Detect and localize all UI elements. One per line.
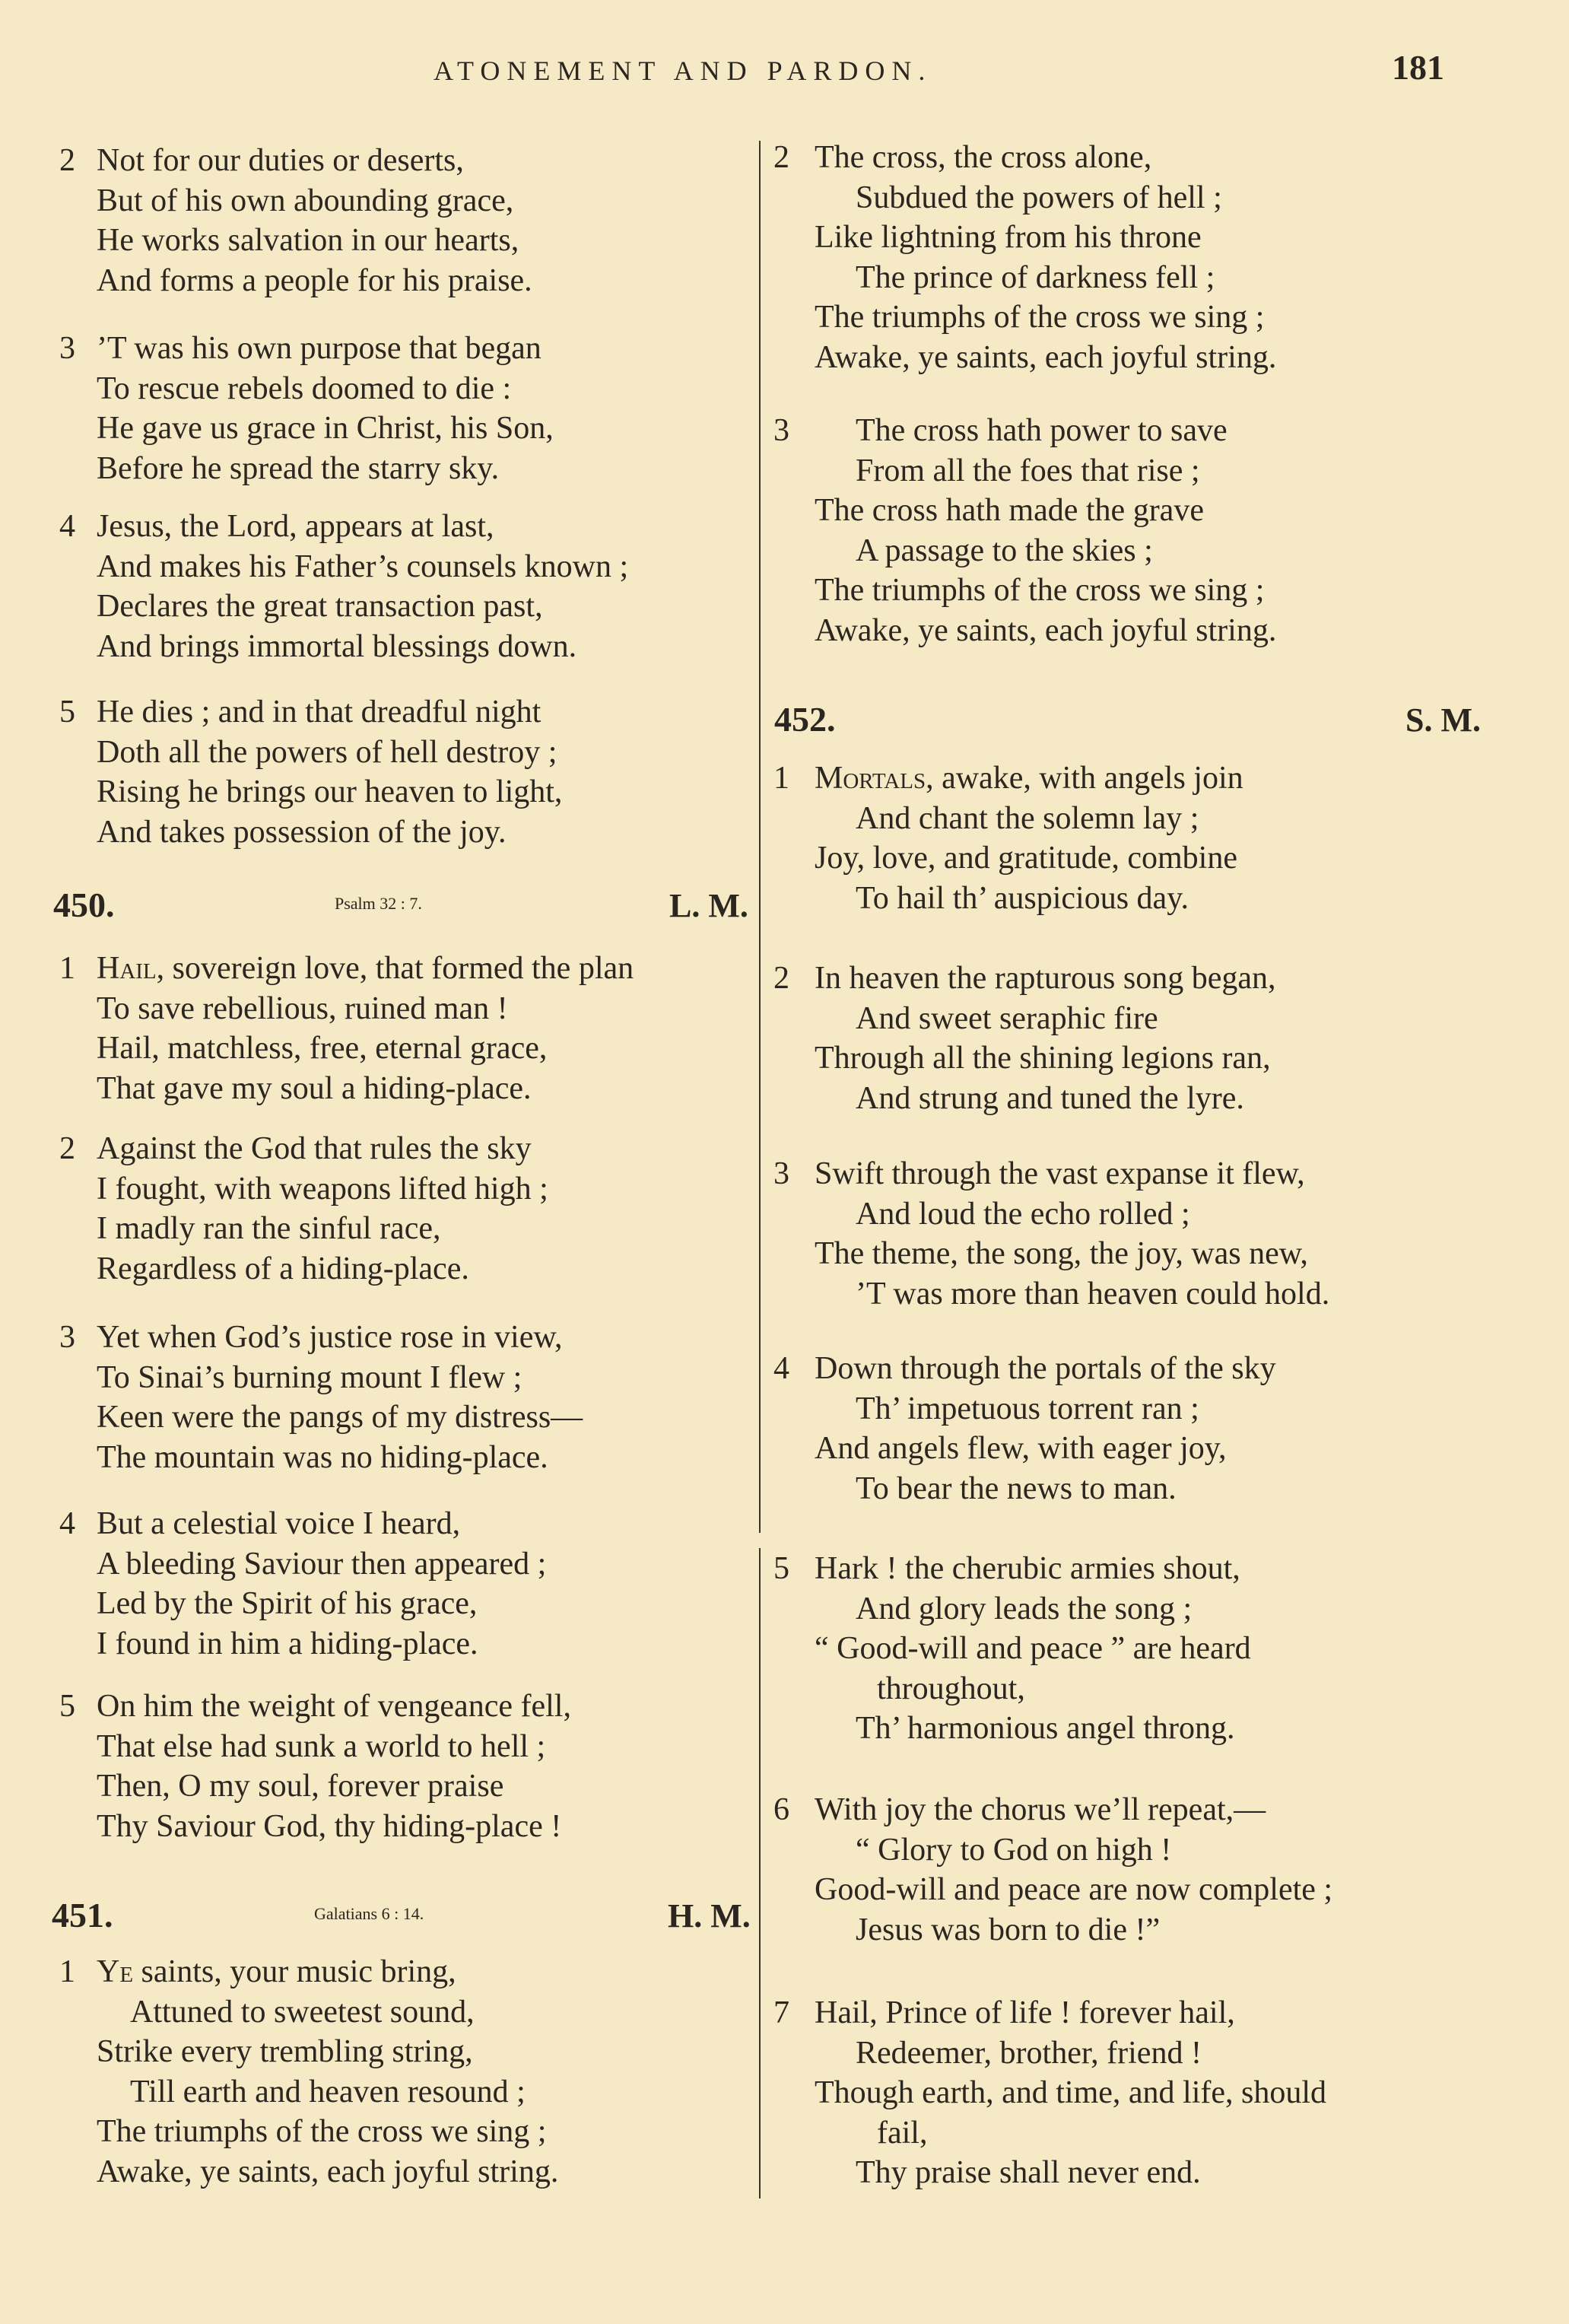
verse-text: Awake, ye saints, each joyful string. — [815, 612, 1277, 648]
verse-line — [59, 1318, 583, 1358]
stanza-number: 5 — [59, 695, 75, 730]
stanza — [773, 1549, 1251, 1749]
verse-text: Regardless of a hiding-place. — [97, 1251, 469, 1286]
verse-line — [773, 338, 1276, 378]
verse-text: And sweet seraphic fire — [856, 1000, 1158, 1036]
stanza-number: 3 — [773, 1156, 789, 1191]
verse-line — [59, 1584, 546, 1624]
stanza — [773, 1154, 1329, 1314]
verse-line — [59, 2032, 558, 2072]
verse-text: Thy Saviour God, thy hiding-place ! — [97, 1808, 562, 1844]
verse-line — [59, 141, 532, 181]
verse-line — [773, 1038, 1275, 1079]
verse-text: Joy, love, and gratitude, combine — [815, 841, 1237, 876]
stanza-number: 7 — [773, 1995, 789, 2030]
verse-text: Though earth, and time, and life, should — [815, 2075, 1327, 2111]
verse-line — [59, 261, 532, 301]
verse-text: Till earth and heaven resound ; — [130, 2074, 526, 2109]
verse-text: Against the God that rules the sky — [97, 1131, 532, 1166]
verse-text: Th’ impetuous torrent ran ; — [856, 1391, 1199, 1426]
verse-line — [773, 838, 1243, 879]
verse-text: ’T was more than heaven could hold. — [856, 1276, 1330, 1311]
verse-line — [59, 1504, 546, 1544]
verse-line — [773, 1830, 1332, 1871]
verse-line — [59, 1727, 571, 1767]
verse-line — [773, 1629, 1251, 1669]
stanza — [773, 411, 1276, 651]
verse-line — [59, 1624, 546, 1664]
column-divider — [759, 1548, 761, 2198]
verse-line — [773, 1549, 1251, 1589]
verse-line — [59, 221, 532, 261]
verse-line — [59, 692, 562, 733]
verse-text: But a celestial voice I heard, — [97, 1506, 461, 1541]
stanza-number: 1 — [773, 761, 789, 796]
stanza — [59, 949, 634, 1108]
verse-text: And forms a people for his praise. — [97, 262, 532, 298]
verse-line — [59, 733, 562, 773]
verse-text: Hail, matchless, free, eternal grace, — [97, 1031, 548, 1067]
verse-text: The triumphs of the cross we sing ; — [97, 2114, 547, 2150]
stanza — [773, 1790, 1332, 1950]
verse-line — [773, 178, 1276, 218]
verse-text: Before he spread the starry sky. — [97, 450, 500, 486]
verse-lead-word: Mortals, — [815, 761, 934, 796]
verse-lead-word: Ye — [97, 1954, 134, 1989]
verse-text: And makes his Father’s counsels known ; — [97, 548, 629, 584]
verse-line — [773, 1194, 1329, 1235]
stanza-number: 3 — [773, 413, 789, 448]
verse-line — [59, 1952, 558, 1992]
verse-text: sovereign love, that formed the plan — [164, 951, 634, 986]
verse-line — [773, 1079, 1275, 1119]
verse-text: Hark ! the cherubic armies shout, — [815, 1551, 1240, 1586]
stanza-number: 3 — [59, 331, 75, 366]
verse-text: Keen were the pangs of my distress— — [97, 1400, 583, 1435]
verse-text: awake, with angels join — [933, 761, 1243, 796]
stanza — [773, 1349, 1276, 1509]
verse-line — [773, 2073, 1326, 2113]
verse-text: And brings immortal blessings down. — [97, 628, 577, 664]
meter-label: L. M. — [669, 887, 748, 924]
verse-text: The cross hath power to save — [856, 413, 1228, 448]
verse-line — [773, 1429, 1276, 1469]
stanza — [59, 1687, 571, 1846]
verse-text: Doth all the powers of hell destroy ; — [97, 734, 557, 770]
verse-line — [59, 1169, 548, 1210]
verse-text: Like lightning from his throne — [815, 220, 1202, 256]
verse-line — [59, 449, 554, 489]
stanza — [773, 1993, 1326, 2193]
verse-line — [773, 571, 1276, 611]
verse-text: To hail th’ auspicious day. — [856, 880, 1189, 916]
verse-text: I fought, with weapons lifted high ; — [97, 1171, 548, 1207]
stanza-number: 2 — [773, 961, 789, 996]
verse-text: Attuned to sweetest sound, — [130, 1994, 475, 2030]
verse-text: On him the weight of vengeance fell, — [97, 1689, 571, 1724]
stanza-number: 1 — [59, 951, 75, 986]
stanza-number: 6 — [773, 1792, 789, 1827]
meter-label: H. M. — [668, 1897, 751, 1935]
verse-text: He works salvation in our hearts, — [97, 223, 519, 259]
verse-text: I madly ran the sinful race, — [97, 1211, 441, 1247]
verse-text: And takes possession of the joy. — [97, 814, 507, 850]
verse-text: And loud the echo rolled ; — [856, 1196, 1190, 1232]
verse-text: Th’ harmonious angel throng. — [856, 1711, 1235, 1747]
verse-line — [59, 181, 532, 221]
verse-line — [773, 999, 1275, 1039]
verse-line — [59, 2112, 558, 2152]
verse-text: fail, — [877, 2115, 928, 2151]
verse-text: I found in him a hiding-place. — [97, 1626, 478, 1661]
verse-text: Declares the great transaction past, — [97, 589, 543, 625]
verse-text: That gave my soul a hiding-place. — [97, 1070, 532, 1106]
verse-line — [773, 2113, 1326, 2154]
scripture-reference: Galatians 6 : 14. — [314, 1904, 424, 1923]
verse-line — [59, 507, 628, 547]
verse-line — [773, 1349, 1276, 1389]
verse-line — [773, 218, 1276, 258]
verse-text: And angels flew, with eager joy, — [815, 1431, 1227, 1467]
verse-line — [59, 587, 628, 627]
stanza-number: 1 — [59, 1954, 75, 1989]
verse-line — [773, 1709, 1251, 1749]
verse-line — [59, 1209, 548, 1249]
hymn-header — [774, 699, 1481, 739]
verse-text: Jesus was born to die !” — [856, 1912, 1161, 1947]
stanza — [59, 507, 628, 666]
verse-line — [773, 1870, 1332, 1910]
verse-line — [59, 989, 634, 1029]
column-divider — [759, 141, 761, 1533]
verse-text: And strung and tuned the lyre. — [856, 1080, 1244, 1116]
stanza-number: 5 — [773, 1551, 789, 1586]
stanza — [59, 329, 554, 488]
verse-line — [59, 1544, 546, 1585]
verse-line — [59, 1249, 548, 1289]
verse-text: The prince of darkness fell ; — [856, 259, 1215, 295]
scripture-reference: Psalm 32 : 7. — [335, 894, 422, 913]
verse-line — [773, 1669, 1251, 1709]
verse-text: Not for our duties or deserts, — [97, 143, 464, 178]
verse-text: To save rebellious, ruined man ! — [97, 990, 508, 1026]
stanza — [773, 758, 1243, 918]
verse-line — [773, 491, 1276, 531]
verse-text: But of his own abounding grace, — [97, 183, 514, 218]
verse-line — [59, 1807, 571, 1847]
verse-text: Rising he brings our heaven to light, — [97, 774, 563, 810]
verse-text: With joy the chorus we’ll repeat,— — [815, 1792, 1266, 1827]
hymn-number: 452. — [774, 700, 836, 739]
verse-line — [59, 812, 562, 853]
verse-text: Good-will and peace are now complete ; — [815, 1872, 1333, 1908]
verse-text: The triumphs of the cross we sing ; — [815, 300, 1265, 335]
verse-text: Down through the portals of the sky — [815, 1351, 1276, 1386]
verse-line — [773, 1154, 1329, 1194]
verse-text: In heaven the rapturous song began, — [815, 961, 1276, 996]
verse-text: Redeemer, brother, friend ! — [856, 2035, 1202, 2071]
verse-text: The mountain was no hiding-place. — [97, 1439, 548, 1475]
stanza-number: 4 — [59, 1506, 75, 1541]
verse-text: To rescue rebels doomed to die : — [97, 370, 512, 406]
verse-text: “ Good-will and peace ” are heard — [815, 1631, 1251, 1667]
verse-text: The cross, the cross alone, — [815, 140, 1152, 175]
verse-text: Strike every trembling string, — [97, 2034, 473, 2070]
verse-line — [773, 2033, 1326, 2074]
stanza — [773, 138, 1276, 378]
stanza — [59, 1504, 546, 1664]
verse-text: The cross hath made the grave — [815, 493, 1204, 529]
hymn-number: 450. — [53, 885, 115, 924]
verse-text: saints, your music bring, — [133, 1954, 456, 1989]
verse-line — [59, 1397, 583, 1438]
stanza-number: 4 — [59, 509, 75, 544]
verse-line — [59, 1992, 558, 2033]
stanza-number: 2 — [773, 140, 789, 175]
stanza-number: 3 — [59, 1320, 75, 1355]
verse-text: Swift through the vast expanse it flew, — [815, 1156, 1305, 1191]
verse-line — [773, 1993, 1326, 2033]
verse-line — [59, 949, 634, 989]
verse-line — [773, 1234, 1329, 1274]
verse-text: Yet when God’s justice rose in view, — [97, 1320, 563, 1355]
verse-text: Jesus, the Lord, appears at last, — [97, 509, 494, 544]
verse-text: And glory leads the song ; — [856, 1591, 1193, 1626]
verse-line — [59, 1069, 634, 1109]
running-header-title: ATONEMENT AND PARDON. — [434, 56, 932, 86]
verse-line — [59, 329, 554, 369]
verse-text: Hail, Prince of life ! forever hail, — [815, 1995, 1235, 2030]
verse-text: The theme, the song, the joy, was new, — [815, 1236, 1308, 1272]
verse-text: Thy praise shall never end. — [856, 2155, 1201, 2191]
stanza — [773, 959, 1275, 1118]
page-number: 181 — [1392, 48, 1444, 87]
verse-text: A bleeding Saviour then appeared ; — [97, 1546, 547, 1582]
verse-line — [59, 1358, 583, 1398]
verse-line — [773, 1389, 1276, 1429]
verse-line — [59, 772, 562, 812]
hymn-number: 451. — [52, 1896, 113, 1935]
verse-text: A passage to the skies ; — [856, 533, 1153, 568]
verse-text: Led by the Spirit of his grace, — [97, 1586, 478, 1622]
verse-text: Awake, ye saints, each joyful string. — [815, 339, 1277, 375]
verse-line — [59, 1687, 571, 1727]
verse-line — [59, 369, 554, 409]
verse-line — [59, 547, 628, 587]
verse-text: To Sinai’s burning mount I flew ; — [97, 1359, 522, 1395]
stanza-number: 5 — [59, 1689, 75, 1724]
stanza — [59, 141, 532, 300]
verse-line — [773, 531, 1276, 571]
verse-line — [773, 1910, 1332, 1950]
stanza — [59, 1952, 558, 2192]
stanza-number: 2 — [59, 143, 75, 178]
verse-line — [773, 758, 1243, 799]
stanza — [59, 692, 562, 852]
verse-line — [59, 2152, 558, 2192]
verse-line — [59, 1438, 583, 1478]
verse-line — [773, 879, 1243, 919]
verse-text: ’T was his own purpose that began — [97, 331, 542, 366]
verse-line — [773, 1790, 1332, 1830]
verse-text: To bear the news to man. — [856, 1470, 1177, 1506]
verse-line — [773, 451, 1276, 491]
verse-line — [773, 411, 1276, 451]
verse-line — [773, 959, 1275, 999]
verse-line — [773, 2153, 1326, 2193]
verse-text: From all the foes that rise ; — [856, 453, 1200, 488]
verse-text: He dies ; and in that dreadful night — [97, 695, 542, 730]
verse-line — [59, 627, 628, 667]
verse-line — [773, 611, 1276, 651]
verse-line — [59, 1129, 548, 1169]
verse-text: Subdued the powers of hell ; — [856, 180, 1222, 215]
verse-text: “ Glory to God on high ! — [856, 1832, 1172, 1868]
hymn-header — [52, 1895, 751, 1935]
verse-line — [773, 138, 1276, 178]
stanza — [59, 1318, 583, 1477]
verse-line — [59, 409, 554, 449]
verse-line — [773, 1589, 1251, 1629]
stanza — [59, 1129, 548, 1289]
verse-text: That else had sunk a world to hell ; — [97, 1728, 546, 1764]
verse-text: Awake, ye saints, each joyful string. — [97, 2154, 559, 2189]
verse-text: throughout, — [877, 1671, 1025, 1706]
verse-line — [773, 297, 1276, 338]
verse-text: Through all the shining legions ran, — [815, 1041, 1271, 1076]
verse-text: The triumphs of the cross we sing ; — [815, 573, 1265, 609]
verse-line — [59, 2072, 558, 2113]
verse-line — [773, 1274, 1329, 1315]
verse-lead-word: Hail, — [97, 951, 165, 986]
stanza-number: 4 — [773, 1351, 789, 1386]
verse-text: And chant the solemn lay ; — [856, 800, 1199, 836]
verse-line — [773, 258, 1276, 298]
verse-text: Then, O my soul, forever praise — [97, 1769, 504, 1804]
meter-label: S. M. — [1405, 701, 1481, 739]
verse-line — [773, 1469, 1276, 1509]
verse-line — [59, 1766, 571, 1807]
hymn-header — [53, 885, 748, 925]
verse-line — [59, 1028, 634, 1069]
stanza-number: 2 — [59, 1131, 75, 1166]
verse-line — [773, 799, 1243, 839]
verse-text: He gave us grace in Christ, his Son, — [97, 411, 554, 447]
